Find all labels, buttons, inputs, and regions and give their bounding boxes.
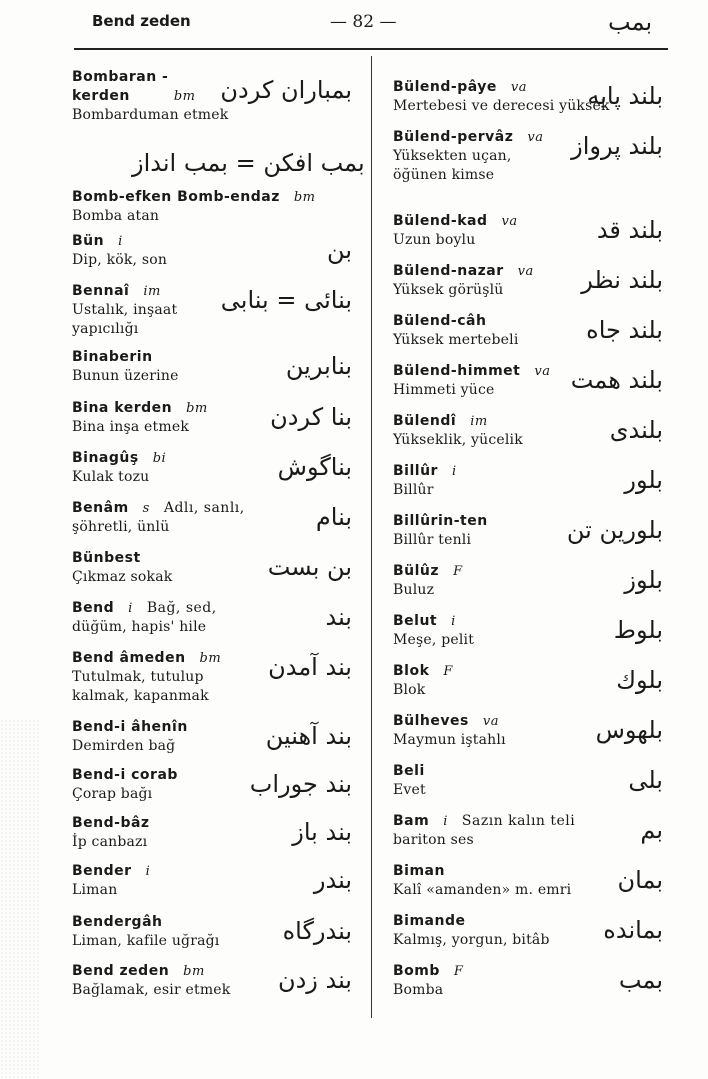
- arabic-script: بنا كردن: [270, 403, 352, 431]
- arabic-script: بلند جاه: [586, 316, 663, 344]
- headword-text: Bombaran -: [72, 69, 169, 85]
- grammar-abbr: i: [145, 864, 151, 879]
- dictionary-entry: [72, 718, 352, 756]
- arabic-script: بند آهنين: [265, 722, 352, 750]
- grammar-abbr: va: [534, 364, 551, 379]
- headword-text: Bülend-pervâz: [393, 129, 514, 145]
- entry-definition: Çıkmaz sokak: [72, 569, 173, 585]
- grammar-abbr: s: [142, 501, 150, 516]
- entry-definition: Blok: [393, 682, 426, 698]
- entry-definition: düğüm, hapis' hile: [72, 619, 207, 635]
- entry-definition: Bağlamak, esir etmek: [72, 982, 231, 998]
- entry-definition-cont: kalmak, kapanmak: [72, 688, 209, 704]
- entry-headword: [72, 599, 352, 618]
- dictionary-entry: [393, 512, 663, 550]
- entry-definition: Mertebesi ve derecesi yüksek: [393, 98, 610, 114]
- headword-text: Bend-bâz: [72, 815, 150, 831]
- grammar-abbr: F: [453, 964, 464, 979]
- entry-definition: Dip, kök, son: [72, 252, 168, 268]
- dictionary-entry: [393, 312, 663, 350]
- entry-definition: Çorap bağı: [72, 786, 153, 802]
- grammar-abbr: bm: [199, 651, 222, 666]
- headword-text: Bomb-efken Bomb-endaz: [72, 189, 280, 205]
- entry-definition: Yüksek mertebeli: [393, 332, 519, 348]
- headword-text: Bimande: [393, 913, 466, 929]
- dictionary-entry: [72, 862, 352, 900]
- headword-text: Belut: [393, 613, 438, 629]
- arabic-script: بلور: [624, 466, 663, 494]
- arabic-script: بنابرين: [285, 352, 352, 380]
- dictionary-entry: [72, 649, 352, 706]
- entry-definition: Evet: [393, 782, 426, 798]
- arabic-script: بمانده: [603, 916, 663, 944]
- definition-inline: Sazın kalın teli: [461, 813, 576, 829]
- dictionary-entry: [72, 399, 352, 437]
- arabic-script: بند باز: [292, 818, 352, 846]
- grammar-abbr: bm: [186, 401, 208, 416]
- headword-text: Bülend-câh: [393, 313, 487, 329]
- headword-text: Bün: [72, 233, 105, 249]
- arabic-script: بمباران كردن: [220, 76, 352, 104]
- arabic-script: بلند پايه: [587, 82, 663, 110]
- headword-text: Bomb: [393, 963, 440, 979]
- dictionary-entry: [72, 962, 352, 1000]
- grammar-abbr: va: [510, 80, 527, 95]
- arabic-compound-line: بمب افكن = بمب انداز: [132, 149, 365, 177]
- entry-headword: [72, 862, 352, 881]
- grammar-abbr: im: [470, 414, 488, 429]
- grammar-abbr: va: [501, 214, 518, 229]
- entry-headword: [393, 812, 663, 831]
- running-head: Bend zeden: [92, 12, 191, 30]
- dictionary-entry: [393, 128, 663, 185]
- arabic-script: بناگوش: [277, 453, 352, 481]
- arabic-script: بند زدن: [277, 966, 352, 994]
- entry-definition: Yüksekten uçan,: [393, 148, 512, 164]
- arabic-script: بندر: [313, 866, 352, 894]
- dictionary-entry: [393, 562, 663, 600]
- dictionary-entry: [72, 188, 352, 226]
- dictionary-entry: [72, 766, 352, 804]
- entry-definition: Yüksek görüşlü: [393, 282, 504, 298]
- arabic-script: بنائى = بنابى: [220, 286, 352, 314]
- entry-definition: Ustalık, inşaat: [72, 302, 178, 318]
- arabic-script: بم: [640, 816, 663, 844]
- dictionary-entry: [393, 262, 663, 300]
- entry-definition: Bomba: [393, 982, 444, 998]
- entry-definition: Billûr: [393, 482, 434, 498]
- dictionary-entry: [393, 78, 663, 116]
- entry-definition: Uzun boylu: [393, 232, 476, 248]
- scan-speckle: [0, 719, 40, 1079]
- dictionary-entry: [393, 812, 663, 850]
- headword-text: Benâm: [72, 500, 129, 516]
- dictionary-entry: [72, 599, 352, 637]
- arabic-script: بلند پرواز: [571, 132, 663, 160]
- headword-text: Bend: [72, 600, 115, 616]
- dictionary-entry: [72, 499, 352, 537]
- grammar-abbr: va: [482, 714, 499, 729]
- entry-definition: Bombarduman etmek: [72, 107, 229, 123]
- headword-text: Billûrin-ten: [393, 513, 488, 529]
- headword-text: Bülend-pâye: [393, 79, 497, 95]
- arabic-script: بلى: [628, 766, 663, 794]
- arabic-script: بن: [327, 236, 352, 264]
- entry-definition: Bunun üzerine: [72, 368, 179, 384]
- entry-definition: bariton ses: [393, 832, 474, 848]
- entry-headword: [393, 762, 663, 781]
- page-header: [0, 0, 708, 50]
- headword-text: kerden: [72, 88, 130, 104]
- grammar-abbr: F: [443, 664, 453, 679]
- dictionary-entry: [393, 912, 663, 950]
- entry-headword: [393, 562, 663, 581]
- arabic-script: بلوز: [624, 566, 663, 594]
- arabic-script: بلند همت: [570, 366, 663, 394]
- headword-text: Bina kerden: [72, 400, 173, 416]
- arabic-script: بند آمدن: [268, 653, 352, 681]
- entry-definition: Demirden bağ: [72, 738, 176, 754]
- dictionary-entry: [393, 412, 663, 450]
- dictionary-entry: [72, 814, 352, 852]
- entry-definition-cont: yapıcılığı: [72, 321, 139, 337]
- headword-text: Binagûş: [72, 450, 139, 466]
- headword-text: Biman: [393, 863, 445, 879]
- arabic-script: بنام: [315, 503, 352, 531]
- grammar-abbr: i: [118, 234, 123, 249]
- arabic-script: بلوك: [616, 666, 663, 694]
- definition-inline: Bağ, sed,: [146, 600, 217, 616]
- grammar-abbr: im: [143, 284, 161, 299]
- headword-text: Bendergâh: [72, 914, 163, 930]
- dictionary-entry: [393, 662, 663, 700]
- dictionary-entry: [72, 68, 352, 125]
- entry-definition: Buluz: [393, 582, 435, 598]
- grammar-abbr: bi: [152, 451, 167, 466]
- grammar-abbr: i: [128, 601, 133, 616]
- dictionary-entry: [393, 712, 663, 750]
- entry-definition: şöhretli, ünlü: [72, 519, 170, 535]
- dictionary-entry: [72, 449, 352, 487]
- dictionary-entry: [72, 282, 352, 339]
- entry-headword: [72, 232, 352, 251]
- definition-inline: Adlı, sanlı,: [163, 500, 245, 516]
- headword-text: Billûr: [393, 463, 438, 479]
- entry-definition: Bomba atan: [72, 208, 160, 224]
- column-divider: [371, 56, 372, 1018]
- headword-text: Bend-i corab: [72, 767, 178, 783]
- dictionary-entry: [72, 549, 352, 587]
- entry-headword: [72, 188, 352, 207]
- headword-text: Binaberin: [72, 349, 153, 365]
- entry-definition: Liman, kafile uğrağı: [72, 933, 220, 949]
- entry-definition: Kulak tozu: [72, 469, 150, 485]
- headword-text: Bennaî: [72, 283, 130, 299]
- grammar-abbr: F: [453, 564, 463, 579]
- dictionary-entry: [393, 362, 663, 400]
- grammar-abbr: va: [527, 130, 544, 145]
- grammar-abbr: bm: [293, 190, 316, 205]
- entry-definition: Maymun iştahlı: [393, 732, 506, 748]
- entry-definition-cont: öğünen kimse: [393, 167, 495, 183]
- entry-headword: [393, 462, 663, 481]
- headword-text: Bam: [393, 813, 430, 829]
- entry-definition: Meşe, pelit: [393, 632, 475, 648]
- page-number: — 82 —: [330, 12, 397, 32]
- headword-text: Bülend-kad: [393, 213, 488, 229]
- arabic-script: بند جوراب: [249, 770, 352, 798]
- headword-text: Bülheves: [393, 713, 469, 729]
- header-rule: [74, 48, 668, 50]
- dictionary-entry: [393, 462, 663, 500]
- arabic-script: بلند نظر: [581, 266, 663, 294]
- arabic-script: بندرگاه: [282, 917, 352, 945]
- entry-definition: Yükseklik, yücelik: [393, 432, 523, 448]
- headword-text: Beli: [393, 763, 425, 779]
- grammar-abbr: i: [451, 614, 456, 629]
- grammar-abbr: va: [517, 264, 534, 279]
- dictionary-entry: [72, 348, 352, 386]
- arabic-script: بلندى: [609, 416, 663, 444]
- arabic-script: بمب: [618, 966, 663, 994]
- grammar-abbr: i: [443, 814, 448, 829]
- entry-definition: Bina inşa etmek: [72, 419, 190, 435]
- dictionary-entry: [393, 612, 663, 650]
- dictionary-entry: [72, 913, 352, 951]
- grammar-abbr: i: [451, 464, 457, 479]
- headword-text: Blok: [393, 663, 430, 679]
- dictionary-entry: [393, 212, 663, 250]
- arabic-script: بلورين تن: [566, 516, 663, 544]
- arabic-script: بمان: [617, 866, 663, 894]
- entry-definition: İp canbazı: [72, 834, 148, 850]
- arabic-script: بند: [325, 603, 352, 631]
- dictionary-entry: [393, 862, 663, 900]
- entry-definition: Billûr tenli: [393, 532, 472, 548]
- grammar-abbr: bm: [183, 964, 205, 979]
- arabic-script: بلهوس: [595, 716, 663, 744]
- headword-text: Bülend-nazar: [393, 263, 504, 279]
- arabic-script: بلوط: [613, 616, 663, 644]
- headword-text: Bünbest: [72, 550, 141, 566]
- entry-definition: Kalî «amanden» m. emri: [393, 882, 572, 898]
- entry-definition: Tutulmak, tutulup: [72, 669, 204, 685]
- arabic-script: بلند قد: [596, 216, 663, 244]
- arabic-script: بن بست: [267, 553, 352, 581]
- headword-text: Bülendî: [393, 413, 457, 429]
- grammar-abbr: bm: [173, 89, 196, 104]
- headword-text: Bend zeden: [72, 963, 170, 979]
- headword-text: Bend âmeden: [72, 650, 186, 666]
- entry-definition: Liman: [72, 882, 118, 898]
- dictionary-entry: [393, 962, 663, 1000]
- headword-text: Bülend-himmet: [393, 363, 521, 379]
- dictionary-entry: [72, 232, 352, 270]
- headword-text: Bülûz: [393, 563, 440, 579]
- entry-definition: Kalmış, yorgun, bitâb: [393, 932, 550, 948]
- entry-headword: [72, 499, 352, 518]
- dictionary-entry: [393, 762, 663, 800]
- entry-definition: Himmeti yüce: [393, 382, 495, 398]
- running-head-arabic: بمب: [608, 8, 653, 36]
- headword-text: Bender: [72, 863, 132, 879]
- headword-text: Bend-i âhenîn: [72, 719, 188, 735]
